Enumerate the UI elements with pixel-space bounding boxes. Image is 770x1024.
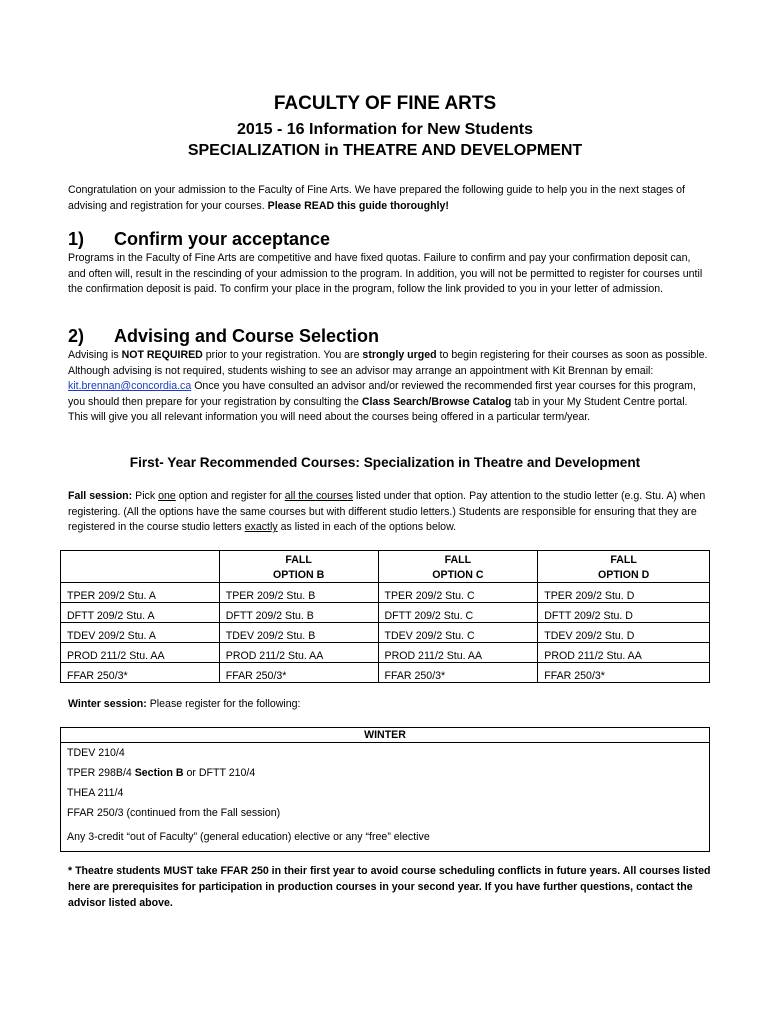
- table-row: [61, 643, 710, 663]
- table-cell: TPER 209/2 Stu. A: [61, 583, 220, 603]
- section-2-number: 2): [68, 326, 85, 346]
- table-cell: DFTT 209/2 Stu. A: [61, 603, 220, 623]
- section-1-title: Confirm your acceptance: [114, 229, 331, 249]
- table-row: [61, 743, 710, 764]
- table-cell: PROD 211/2 Stu. AA: [219, 643, 378, 663]
- not-required-emphasis: NOT REQUIRED: [121, 349, 203, 361]
- table-row: [61, 663, 710, 683]
- advisor-email-link[interactable]: kit.brennan@concordia.ca: [68, 380, 192, 393]
- fall-column-2-line1: FALL: [285, 554, 312, 566]
- table-row: [61, 783, 710, 803]
- winter-courses-table: [60, 727, 710, 852]
- table-cell: DFTT 209/2 Stu. D: [538, 603, 710, 623]
- table-cell: TPER 209/2 Stu. D: [538, 583, 710, 603]
- table-cell: TDEV 209/2 Stu. C: [378, 623, 538, 643]
- section-2-text-3: to begin registering for their courses as soon as possible. Although advising is not required, students wishing to see an advisor may arrange an appointment with Kit Brennan by email:: [68, 349, 708, 377]
- table-cell: TDEV 210/4: [61, 743, 710, 764]
- fall-column-header: [61, 551, 220, 583]
- section-2-title: Advising and Course Selection: [114, 326, 380, 346]
- section-2-heading: [68, 326, 379, 347]
- fall-text-3: listed under that option. Pay attention to the studio letter (e.g. Stu. A) when registering. (All the options have the same courses but with different studio letters.) Students are responsible for ensuring that they are registered in the course studio letters: [68, 490, 706, 534]
- fall-text-2: option and register for: [175, 490, 285, 502]
- fall-session-label: Fall session:: [68, 490, 133, 502]
- intro-emphasis: Please READ this guide thoroughly!: [267, 199, 449, 212]
- section-1-number: 1): [68, 229, 85, 249]
- recommended-courses-heading: First- Year Recommended Courses: Specialization in Theatre and Development: [129, 455, 641, 470]
- table-cell: [61, 763, 710, 783]
- table-row: [61, 603, 710, 623]
- table-cell: THEA 211/4: [61, 783, 710, 803]
- fall-underline-2: all the courses: [284, 490, 354, 502]
- page-title: FACULTY OF FINE ARTS: [273, 93, 497, 114]
- intro-text: Congratulation on your admission to the Faculty of Fine Arts. We have prepared the following guide to help you in the next stages of advising and registration for your courses.: [68, 184, 685, 212]
- section-2-paragraph: [68, 348, 708, 426]
- fall-column-4-line1: FALL: [610, 554, 637, 566]
- table-cell: FFAR 250/3*: [378, 663, 538, 683]
- table-cell: FFAR 250/3*: [61, 663, 220, 683]
- table-cell: FFAR 250/3*: [538, 663, 710, 683]
- winter-column-header: WINTER: [61, 728, 710, 743]
- section-2-text-5: tab in your My Student Centre portal. This will give you all relevant information you will need about the courses being offered in a particular term/year.: [68, 395, 688, 424]
- fall-column-header: [538, 551, 710, 583]
- page-subtitle-year: 2015 - 16 Information for New Students: [236, 121, 534, 138]
- fall-column-4-line2: OPTION D: [598, 569, 650, 581]
- table-cell: FFAR 250/3 (continued from the Fall session): [61, 803, 710, 823]
- footnote: * Theatre students MUST take FFAR 250 in their first year to avoid course scheduling conflicts in future years. All courses listed here are prerequisites for participation in production courses in your second year. If you have further questions, contact the advisor listed above.: [68, 865, 711, 909]
- table-row: [61, 763, 710, 783]
- section-2-text-4: Once you have consulted an advisor and/or reviewed the recommended first year courses for this program, you should then prepare for your registration by consulting the: [68, 380, 696, 408]
- table-cell: TPER 209/2 Stu. C: [378, 583, 538, 603]
- table-row: [61, 623, 710, 643]
- fall-column-3-line1: FALL: [444, 554, 472, 566]
- section-1-paragraph: Programs in the Faculty of Fine Arts are competitive and have fixed quotas. Failure to confirm and pay your confirmation deposit can, and often will, result in the rescinding of your admission to the program. In addition, you will not be permitted to register for courses until the confirmation deposit is paid. To confirm your place in the program, follow the link provided to you in your letter of admission.: [68, 252, 703, 296]
- winter-row-2-text-c: or DFTT 210/4: [183, 767, 256, 779]
- fall-table-header-row: [61, 551, 710, 583]
- table-cell: PROD 211/2 Stu. AA: [538, 643, 710, 663]
- table-cell: Any 3-credit “out of Faculty” (general education) elective or any “free” elective: [61, 823, 710, 852]
- page-subtitle-program: SPECIALIZATION in THEATRE AND DEVELOPMENT: [187, 142, 583, 159]
- winter-session-text: Please register for the following:: [146, 698, 301, 710]
- class-search-emphasis: Class Search/Browse Catalog: [361, 395, 512, 408]
- table-cell: TDEV 209/2 Stu. A: [61, 623, 220, 643]
- fall-underline-3: exactly: [244, 521, 278, 534]
- table-row: [61, 823, 710, 852]
- table-cell: PROD 211/2 Stu. AA: [378, 643, 538, 663]
- fall-column-3-line2: OPTION C: [432, 569, 484, 581]
- fall-column-2-line2: OPTION B: [273, 569, 325, 581]
- winter-row-2-section: Section B: [134, 767, 184, 779]
- table-cell: PROD 211/2 Stu. AA: [61, 643, 220, 663]
- fall-session-paragraph: [68, 489, 708, 536]
- fall-underline-1: one: [158, 490, 176, 502]
- table-cell: FFAR 250/3*: [219, 663, 378, 683]
- table-cell: DFTT 209/2 Stu. C: [378, 603, 538, 623]
- table-cell: DFTT 209/2 Stu. B: [219, 603, 378, 623]
- fall-text-4: as listed in each of the options below.: [277, 521, 457, 534]
- section-1-heading: [68, 229, 330, 250]
- table-cell: TDEV 209/2 Stu. B: [219, 623, 378, 643]
- winter-session-paragraph: [68, 697, 708, 713]
- fall-column-header: [378, 551, 538, 583]
- intro-paragraph: [68, 183, 708, 214]
- fall-column-header: [219, 551, 378, 583]
- winter-table-header-row: [61, 728, 710, 743]
- section-2-text-2: prior to your registration. You are: [202, 349, 363, 361]
- table-row: [61, 803, 710, 823]
- table-cell: TPER 209/2 Stu. B: [219, 583, 378, 603]
- table-row: [61, 583, 710, 603]
- table-cell: TDEV 209/2 Stu. D: [538, 623, 710, 643]
- winter-session-label: Winter session:: [68, 698, 147, 710]
- fall-text-1: Pick: [132, 490, 159, 502]
- fall-options-table: [60, 550, 710, 683]
- strongly-urged-emphasis: strongly urged: [362, 349, 437, 361]
- section-2-text-1: Advising is: [68, 349, 122, 361]
- winter-row-2-text-a: TPER 298B/4: [67, 767, 135, 779]
